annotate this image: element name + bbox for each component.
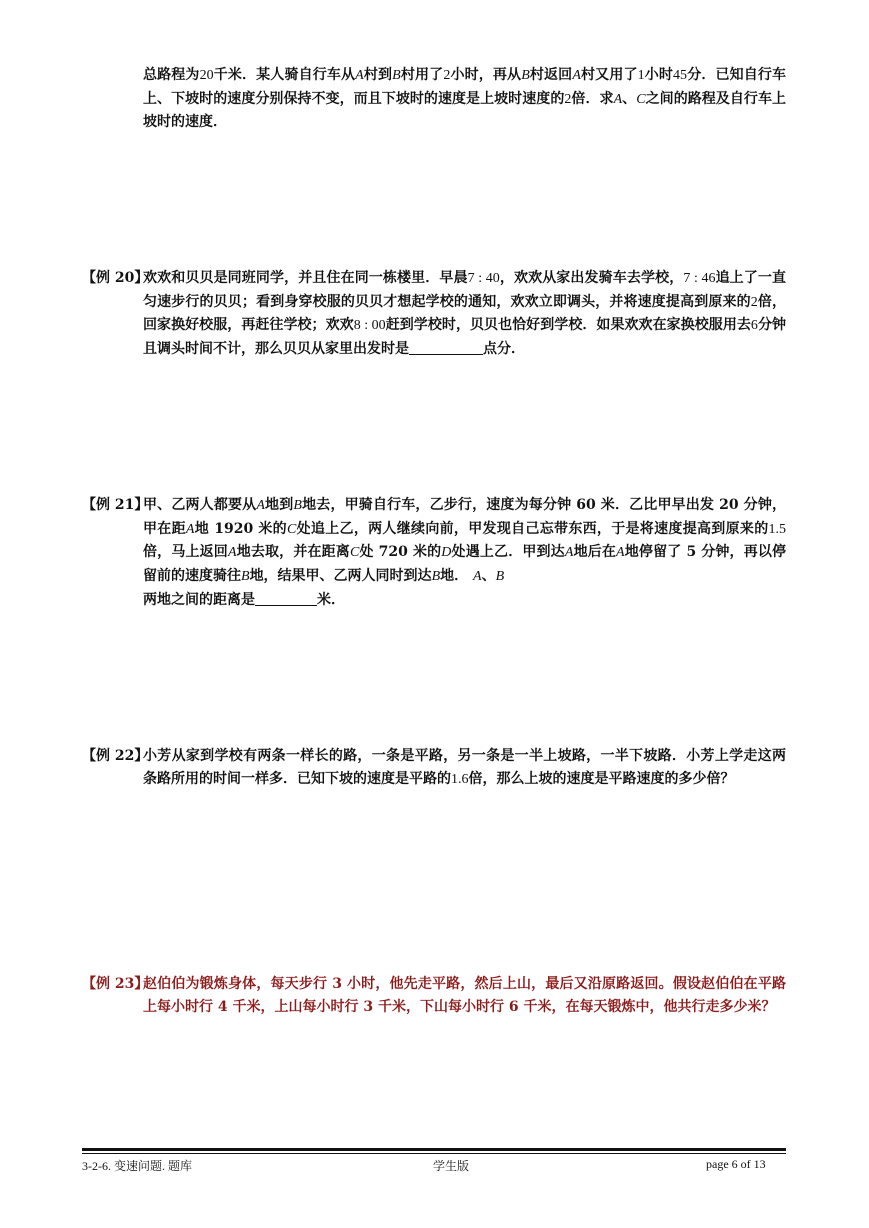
example-tag: 【例 21】 — [82, 497, 149, 513]
example-23 — [82, 973, 786, 1018]
example-tag: 【例 23】 — [82, 976, 149, 992]
footer-left: 3-2-6. 变速问题. 题库 — [82, 1159, 192, 1173]
example-tag: 【例 20】 — [82, 270, 149, 286]
example-text: 小芳从家到学校有两条一样长的路，一条是平路，另一条是一半上坡路，一半下坡路．小芳上学走这两条路所用的时间一样多．已知下坡的速度是平路的1.6倍，那么上坡的速度是平路速度的多少倍？ — [143, 748, 786, 787]
example-20 — [82, 267, 786, 361]
footer-rule-thin — [82, 1153, 786, 1154]
footer-page-number: page 6 of 13 — [706, 1157, 766, 1171]
example-text: 甲、乙两人都要从A地到B地去，甲骑自行车，乙步行，速度为每分钟 60 米．乙比甲早出发 20 分钟，甲在距A地 1920 米的C处追上乙，两人继续向前，甲发现自己忘带东西，于是将速度提高到原来的1.5倍，马上返回A地去取，并在距离C处 720 米的D处遇上乙．甲到达A地后在A地停留了 5 分钟，再以停留前的速度骑往B地，结果甲、乙两人同时到达B地． A、B 两地之间的距离是 米． — [143, 497, 787, 608]
example-text: 赵伯伯为锻炼身体，每天步行 3 小时，他先走平路，然后上山，最后又沿原路返回。假设赵伯伯在平路上每小时行 4 千米，上山每小时行 3 千米，下山每小时行 6 千米，在每天锻炼中，他共行走多少米？ — [143, 976, 786, 1015]
answer-blank[interactable] — [255, 590, 317, 606]
example-21 — [82, 494, 786, 612]
example-text: 欢欢和贝贝是同班同学，并且住在同一栋楼里．早晨7 : 40，欢欢从家出发骑车去学校，7 : 46追上了一直匀速步行的贝贝；看到身穿校服的贝贝才想起学校的通知，欢欢立即调头，并将速度提高到原来的2倍，回家换好校服，再赶往学校；欢欢8 : 00赶到学校时，贝贝也恰好到学校．如果欢欢在家换校服用去6分钟且调头时间不计，那么贝贝从家里出发时是 点分． — [143, 270, 787, 358]
footer-center: 学生版 — [433, 1159, 470, 1173]
example-22 — [82, 745, 786, 791]
problem-continuation: 总路程为20千米．某人骑自行车从A村到B村用了2小时，再从B村返回A村又用了1小时45分．已知自行车上、下坡时的速度分别保持不变，而且下坡时的速度是上坡时速度的2倍．求A、C之间的路程及自行车上坡时的速度． — [143, 67, 787, 131]
answer-blank[interactable] — [409, 339, 483, 355]
example-tag: 【例 22】 — [82, 748, 149, 764]
footer-rule-thick — [82, 1148, 786, 1151]
